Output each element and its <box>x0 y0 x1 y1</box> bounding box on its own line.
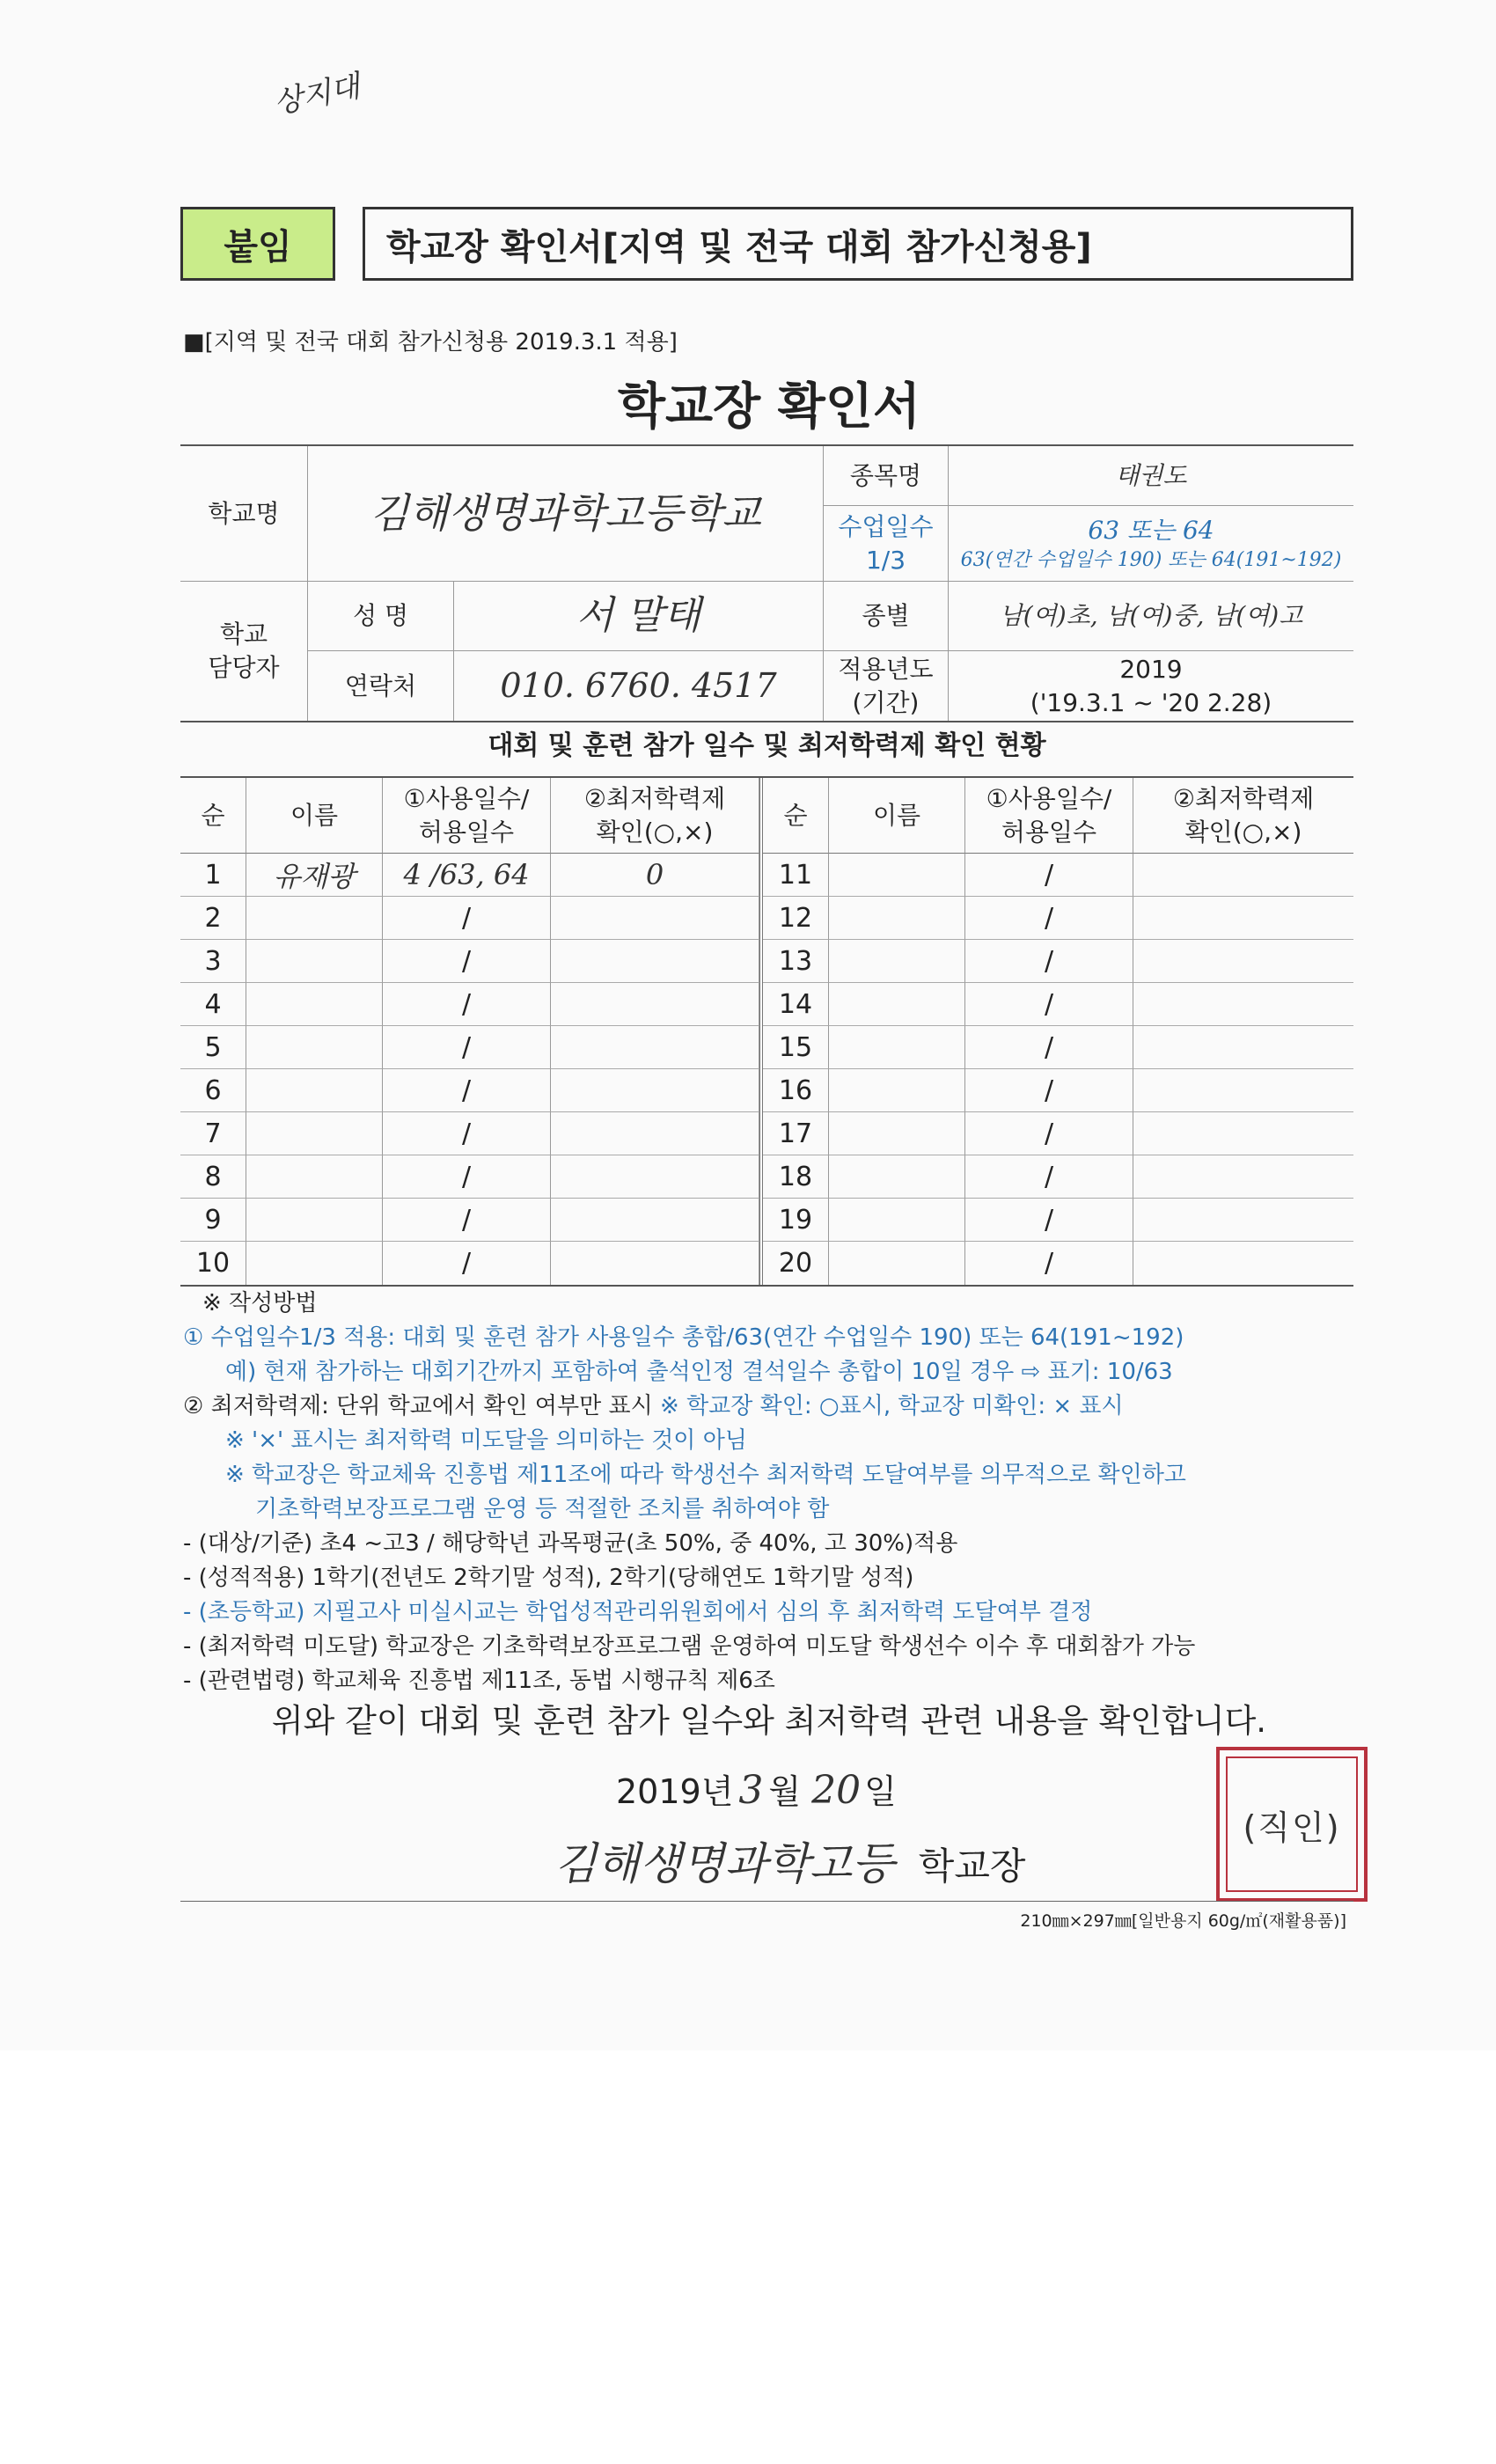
table-cell: / <box>965 983 1133 1026</box>
table-cell: 1 <box>180 854 246 897</box>
detail-3: - (초등학교) 지필고사 미실시교는 학업성적관리위원회에서 심의 후 최저학력 도달여부 결정 <box>183 1599 1093 1625</box>
issue-date <box>616 1764 897 1813</box>
table-cell <box>551 1112 759 1155</box>
table-cell <box>1133 983 1353 1026</box>
table-cell <box>829 897 965 940</box>
info-table <box>180 444 1353 722</box>
table-cell <box>1133 940 1353 983</box>
table-cell: / <box>383 1242 551 1285</box>
table-cell: 20 <box>763 1242 829 1285</box>
table-cell <box>1133 1026 1353 1069</box>
sport-value: 태권도 <box>949 446 1353 506</box>
year-value-line1: 2019 <box>1119 654 1183 684</box>
table-cell <box>1133 897 1353 940</box>
column-header <box>1133 778 1353 854</box>
manager-label-line1: 학교 <box>219 620 268 649</box>
table-cell: 12 <box>763 897 829 940</box>
note-4: ※ 학교장은 학교체육 진흥법 제11조에 따라 학생선수 최저학력 도달여부를 의무적으로 확인하고 <box>225 1462 1186 1488</box>
date-day: 20 <box>811 1768 862 1813</box>
table-cell: 9 <box>180 1199 246 1242</box>
table-cell: / <box>383 983 551 1026</box>
official-seal <box>1216 1747 1368 1902</box>
table-cell: 6 <box>180 1069 246 1112</box>
table-cell <box>829 1155 965 1199</box>
detail-4: - (최저학력 미도달) 학교장은 기초학력보장프로그램 운영하여 미도달 학생선수 이수 후 대회참가 가능 <box>183 1633 1196 1660</box>
participation-table <box>180 776 1353 1287</box>
manager-label <box>180 582 308 721</box>
table-cell <box>246 1242 383 1285</box>
school-days-label <box>824 506 949 582</box>
table-cell <box>1133 1069 1353 1112</box>
table-cell <box>551 897 759 940</box>
column-header-text: 허용일수 <box>1001 817 1097 847</box>
school-label: 학교명 <box>180 446 308 582</box>
table-cell <box>1133 1112 1353 1155</box>
table-cell <box>1133 1242 1353 1285</box>
manager-label-line2: 담당자 <box>208 653 280 682</box>
attachment-badge: 붙임 <box>180 207 335 281</box>
seal-mark: (직인) <box>1243 1808 1341 1847</box>
table-cell <box>1133 854 1353 897</box>
table-cell <box>829 1242 965 1285</box>
attachment-title: 학교장 확인서[지역 및 전국 대회 참가신청용] <box>363 207 1353 281</box>
table-cell <box>551 983 759 1026</box>
table-cell: / <box>383 1199 551 1242</box>
table-cell: / <box>965 897 1133 940</box>
year-label-line2: (기간) <box>852 687 920 717</box>
table-cell: 17 <box>763 1112 829 1155</box>
principal-signature <box>554 1829 1025 1892</box>
table-cell: 10 <box>180 1242 246 1285</box>
note-4-cont: 기초학력보장프로그램 운영 등 적절한 조치를 취하여야 함 <box>255 1496 830 1522</box>
year-label-line1: 적용년도 <box>838 654 934 684</box>
table-cell: / <box>965 1026 1133 1069</box>
column-header <box>383 778 551 854</box>
table-cell: / <box>965 940 1133 983</box>
category-value: 남(여)초, 남(여)중, 남(여)고 <box>949 582 1353 651</box>
date-month-unit: 월 <box>768 1772 802 1811</box>
column-header-text: 이름 <box>290 800 339 830</box>
table-cell <box>246 1112 383 1155</box>
table-cell: / <box>965 1069 1133 1112</box>
column-header <box>965 778 1133 854</box>
table-cell: / <box>965 854 1133 897</box>
table-cell <box>829 983 965 1026</box>
column-header <box>246 778 383 854</box>
category-label: 종별 <box>824 582 949 651</box>
notes-heading: ※ 작성방법 <box>202 1290 318 1316</box>
handwritten-note: 상지대 <box>270 69 363 121</box>
date-year: 2019년 <box>616 1772 734 1811</box>
seal-stamp <box>1226 1756 1358 1892</box>
table-cell: / <box>965 1112 1133 1155</box>
column-header-text: 확인(○,×) <box>1184 817 1302 847</box>
table-cell <box>551 1155 759 1199</box>
column-header <box>180 778 246 854</box>
table-cell <box>551 1242 759 1285</box>
bottom-rule <box>180 1901 1353 1902</box>
column-header-text: ②최저학력제 <box>1172 783 1315 813</box>
year-label <box>824 651 949 721</box>
table-cell <box>1133 1155 1353 1199</box>
table-cell: 15 <box>763 1026 829 1069</box>
note-2 <box>183 1390 1353 1424</box>
table-cell <box>1133 1199 1353 1242</box>
note-2-text: ② 최저학력제: 단위 학교에서 확인 여부만 표시 <box>183 1393 653 1419</box>
school-days-value <box>949 506 1353 582</box>
column-header-text: 순 <box>783 800 808 830</box>
sport-label: 종목명 <box>824 446 949 506</box>
table-cell: / <box>383 1069 551 1112</box>
column-header-text: ①사용일수/ <box>403 783 530 813</box>
note-3: ※ '×' 표시는 최저학력 미도달을 의미하는 것이 아님 <box>225 1427 747 1454</box>
column-header-text: 순 <box>201 800 225 830</box>
table-cell: 7 <box>180 1112 246 1155</box>
column-header <box>551 778 759 854</box>
column-header-text: ②최저학력제 <box>583 783 726 813</box>
table-cell: 4 <box>180 983 246 1026</box>
table-cell: / <box>965 1199 1133 1242</box>
table-cell: / <box>383 1026 551 1069</box>
table-cell: 11 <box>763 854 829 897</box>
document-title: 학교장 확인서 <box>617 378 921 436</box>
check-table-title: 대회 및 훈련 참가 일수 및 최저학력제 확인 현황 <box>488 730 1046 761</box>
signature-title: 학교장 <box>918 1844 1026 1888</box>
table-cell <box>829 1112 965 1155</box>
school-days-value-detail: 63(연간 수업일수 190) 또는 64(191~192) <box>960 548 1342 571</box>
table-cell <box>246 1199 383 1242</box>
school-days-label-line2: 1/3 <box>865 545 906 575</box>
table-cell: / <box>965 1242 1133 1285</box>
table-cell <box>246 983 383 1026</box>
table-cell <box>829 1199 965 1242</box>
signature-school: 김해생명과학고등 <box>554 1838 895 1889</box>
table-cell <box>246 1155 383 1199</box>
school-value: 김해생명과학고등학교 <box>308 446 824 582</box>
table-cell <box>551 1069 759 1112</box>
column-header-text: 확인(○,×) <box>596 817 714 847</box>
table-cell <box>829 940 965 983</box>
table-cell: / <box>965 1155 1133 1199</box>
table-cell <box>829 854 965 897</box>
table-cell: 8 <box>180 1155 246 1199</box>
confirmation-statement: 위와 같이 대회 및 훈련 참가 일수와 최저학력 관련 내용을 확인합니다. <box>271 1702 1267 1740</box>
table-cell: 13 <box>763 940 829 983</box>
date-day-unit: 일 <box>864 1772 897 1811</box>
table-cell: / <box>383 897 551 940</box>
column-header <box>829 778 965 854</box>
table-cell: 4 /63, 64 <box>383 854 551 897</box>
paper-spec: 210㎜×297㎜[일반용지 60g/㎡(재활용품)] <box>1020 1911 1346 1931</box>
table-cell: / <box>383 940 551 983</box>
table-cell <box>246 897 383 940</box>
detail-2: - (성적적용) 1학기(전년도 2학기말 성적), 2학기(당해연도 1학기말 성적) <box>183 1565 914 1591</box>
table-cell <box>246 1026 383 1069</box>
table-cell: 16 <box>763 1069 829 1112</box>
note-2-highlight: ※ 학교장 확인: ○표시, 학교장 미확인: × 표시 <box>652 1393 1124 1419</box>
contact-value: 010. 6760. 4517 <box>454 651 824 721</box>
date-month: 3 <box>738 1768 764 1813</box>
detail-1: - (대상/기준) 초4 ~고3 / 해당학년 과목평균(초 50%, 중 40%, 고 30%)적용 <box>183 1530 958 1557</box>
note-1: ① 수업일수1/3 적용: 대회 및 훈련 참가 사용일수 총합/63(연간 수업일수 190) 또는 64(191~192) <box>183 1324 1184 1351</box>
year-value-line2: ('19.3.1 ~ '20 2.28) <box>1030 687 1272 717</box>
apply-note: ■[지역 및 전국 대회 참가신청용 2019.3.1 적용] <box>183 329 678 356</box>
school-days-label-line1: 수업일수 <box>838 511 934 541</box>
table-cell: 3 <box>180 940 246 983</box>
table-cell <box>551 1026 759 1069</box>
table-cell: 0 <box>551 854 759 897</box>
year-value <box>949 651 1353 721</box>
table-cell: / <box>383 1112 551 1155</box>
table-cell <box>246 940 383 983</box>
school-days-value-main: 63 또는 64 <box>1088 515 1214 545</box>
name-value: 서 말태 <box>454 582 824 651</box>
column-header-text: 허용일수 <box>418 817 515 847</box>
table-cell: 14 <box>763 983 829 1026</box>
note-1-example: 예) 현재 참가하는 대회기간까지 포함하여 출석인정 결석일수 총합이 10일 경우 ⇨ 표기: 10/63 <box>225 1359 1173 1385</box>
table-cell: / <box>383 1155 551 1199</box>
name-label: 성 명 <box>308 582 454 651</box>
table-cell <box>829 1069 965 1112</box>
table-cell: 18 <box>763 1155 829 1199</box>
detail-5: - (관련법령) 학교체육 진흥법 제11조, 동법 시행규칙 제6조 <box>183 1668 775 1694</box>
table-cell <box>829 1026 965 1069</box>
table-cell: 5 <box>180 1026 246 1069</box>
column-header-text: 이름 <box>872 800 921 830</box>
table-cell <box>551 1199 759 1242</box>
table-cell <box>551 940 759 983</box>
column-header-text: ①사용일수/ <box>986 783 1112 813</box>
table-cell <box>246 1069 383 1112</box>
table-cell: 2 <box>180 897 246 940</box>
column-header <box>763 778 829 854</box>
table-cell: 19 <box>763 1199 829 1242</box>
instructions <box>183 1287 1353 1698</box>
contact-label: 연락처 <box>308 651 454 721</box>
table-cell: 유재광 <box>246 854 383 897</box>
